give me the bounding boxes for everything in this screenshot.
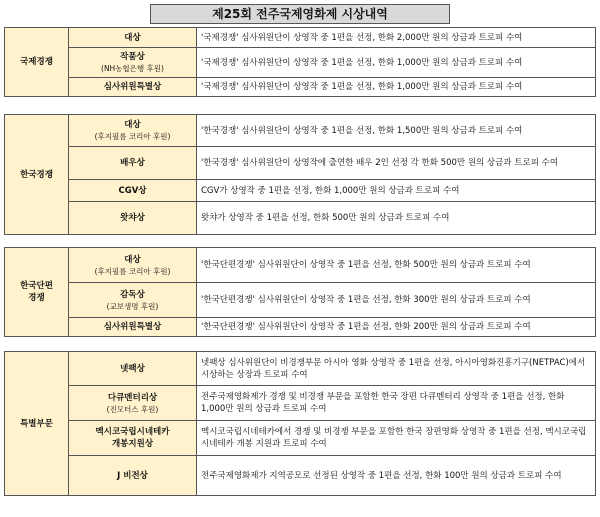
award-cell: J 비전상 xyxy=(69,456,197,496)
award-cell: 다큐멘터리상 (진모터스 후원) xyxy=(69,386,197,421)
award-cell: 배우상 xyxy=(69,147,197,180)
table-row xyxy=(5,78,596,97)
table-row xyxy=(5,147,596,180)
table-row xyxy=(5,180,596,202)
description-cell: '한국경쟁' 심사위원단이 상영작 중 1편을 선정, 한화 1,500만 원의 상금과 트로피 수여 xyxy=(197,115,596,147)
description-cell: '한국단편경쟁' 심사위원단이 상영작 중 1편을 선정, 한화 300만 원의 상금과 트로피 수여 xyxy=(197,283,596,318)
description-cell: 전주국제영화제가 지역공모로 선정된 상영작 중 1편을 선정, 한화 100만 원의 상금과 트로피 수여 xyxy=(197,456,596,496)
award-cell: 왓챠상 xyxy=(69,202,197,235)
award-cell: CGV상 xyxy=(69,180,197,202)
award-cell: 대상 (후지필름 코리아 후원) xyxy=(69,248,197,283)
table-row xyxy=(5,352,596,386)
table-row xyxy=(5,248,596,283)
category-cell: 국제경쟁 xyxy=(5,28,69,97)
table-row xyxy=(5,202,596,235)
description-cell: 전주국제영화제가 경쟁 및 비경쟁 부문을 포함한 한국 장편 다큐멘터리 상영작 중 1편을 선정, 한화 1,000만 원의 상금과 트로피 수여 xyxy=(197,386,596,421)
description-cell: '국제경쟁' 심사위원단이 상영작 중 1편을 선정, 한화 1,000만 원의 상금과 트로피 수여 xyxy=(197,48,596,78)
description-cell: '한국단편경쟁' 심사위원단이 상영작 중 1편을 선정, 한화 200만 원의 상금과 트로피 수여 xyxy=(197,318,596,337)
award-cell: 심사위원특별상 xyxy=(69,318,197,337)
section-korean-short-competition xyxy=(4,247,596,337)
section-korean-competition xyxy=(4,114,596,235)
table-row xyxy=(5,386,596,421)
section-special xyxy=(4,351,596,496)
description-cell: CGV가 상영작 중 1편을 선정, 한화 1,000만 원의 상금과 트로피 수여 xyxy=(197,180,596,202)
category-cell: 한국단편 경쟁 xyxy=(5,248,69,337)
award-cell: 대상 (후지필름 코리아 후원) xyxy=(69,115,197,147)
table-row xyxy=(5,283,596,318)
description-cell: '국제경쟁' 심사위원단이 상영작 중 1편을 선정, 한화 1,000만 원의 상금과 트로피 수여 xyxy=(197,78,596,97)
section-international-competition xyxy=(4,27,596,97)
award-cell: 대상 xyxy=(69,28,197,48)
description-cell: '한국경쟁' 심사위원단이 상영작에 출연한 배우 2인 선정 각 한화 500만 원의 상금과 트로피 수여 xyxy=(197,147,596,180)
description-cell: '한국단편경쟁' 심사위원단이 상영작 중 1편을 선정, 한화 500만 원의 상금과 트로피 수여 xyxy=(197,248,596,283)
award-cell: 감독상 (교보생명 후원) xyxy=(69,283,197,318)
page-title: 제25회 전주국제영화제 시상내역 xyxy=(150,4,450,24)
table-row xyxy=(5,456,596,496)
table-row xyxy=(5,421,596,456)
category-cell: 특별부문 xyxy=(5,352,69,496)
table-row xyxy=(5,28,596,48)
table-row xyxy=(5,318,596,337)
table-row xyxy=(5,48,596,78)
category-cell: 한국경쟁 xyxy=(5,115,69,235)
description-cell: 왓챠가 상영작 중 1편을 선정, 한화 500만 원의 상금과 트로피 수여 xyxy=(197,202,596,235)
table-row xyxy=(5,115,596,147)
description-cell: '국제경쟁' 심사위원단이 상영작 중 1편을 선정, 한화 2,000만 원의 상금과 트로피 수여 xyxy=(197,28,596,48)
award-cell: 작품상 (NH농협은행 후원) xyxy=(69,48,197,78)
award-cell: 심사위원특별상 xyxy=(69,78,197,97)
description-cell: 멕시코국립시네테카에서 경쟁 및 비경쟁 부문을 포함한 한국 장편영화 상영작 중 1편을 선정, 멕시코국립시네테카 개봉 지원과 트로피 수여 xyxy=(197,421,596,456)
award-cell: 넷팩상 xyxy=(69,352,197,386)
award-cell: 멕시코국립시네테카 개봉지원상 xyxy=(69,421,197,456)
description-cell: 넷팩상 심사위원단이 비경쟁부문 아시아 영화 상영작 중 1편을 선정, 아시아영화진흥기구(NETPAC)에서 시상하는 상장과 트로피 수여 xyxy=(197,352,596,386)
